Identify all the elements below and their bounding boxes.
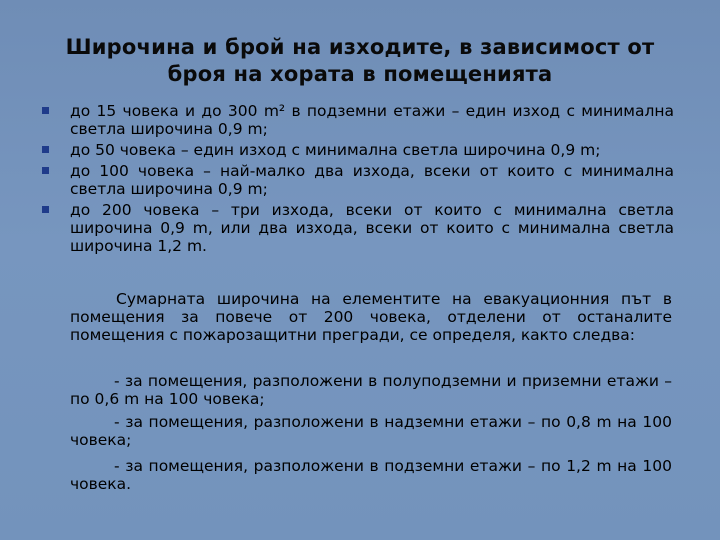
bullet-item (42, 201, 674, 255)
bullet-item (42, 141, 674, 159)
sub-item-underground: - за помещения, разположени в подземни етажи – по 1,2 m на 100 човека. (70, 457, 672, 493)
square-bullet-icon (42, 107, 49, 114)
slide-title-line-1: Широчина и брой на изходите, в зависимост от (65, 35, 655, 59)
slide-title-line-2: броя на хората в помещенията (167, 62, 553, 86)
slide-title (40, 34, 680, 88)
bullet-text: до 100 човека – най-малко два изхода, всеки от които с минимална светла широчина 0,9 m; (70, 162, 674, 198)
bullet-item (42, 102, 674, 138)
square-bullet-icon (42, 206, 49, 213)
sub-item-above-ground: - за помещения, разположени в надземни етажи – по 0,8 m на 100 човека; (70, 413, 672, 449)
bullet-text: до 15 човека и до 300 m² в подземни етажи – един изход с минимална светла широчина 0,9 m; (70, 102, 674, 138)
square-bullet-icon (42, 167, 49, 174)
paragraph-lead: Сумарната широчина на елементите на евакуационния път в помещения за повече от 200 човека, отделени от останалите помещения с пожарозащитни прегради, се определя, както следва: (70, 290, 672, 344)
sub-item-semi-basement: - за помещения, разположени в полуподземни и приземни етажи – по 0,6 m на 100 човека; (70, 372, 672, 408)
bullet-text: до 200 човека – три изхода, всеки от които с минимална светла широчина 0,9 m, или два изхода, всеки от които с минимална светла широчина 1,2 m. (70, 201, 674, 255)
bullet-text: до 50 човека – един изход с минимална светла широчина 0,9 m; (70, 141, 601, 159)
bullet-item (42, 162, 674, 198)
bullet-list (42, 102, 674, 258)
square-bullet-icon (42, 146, 49, 153)
